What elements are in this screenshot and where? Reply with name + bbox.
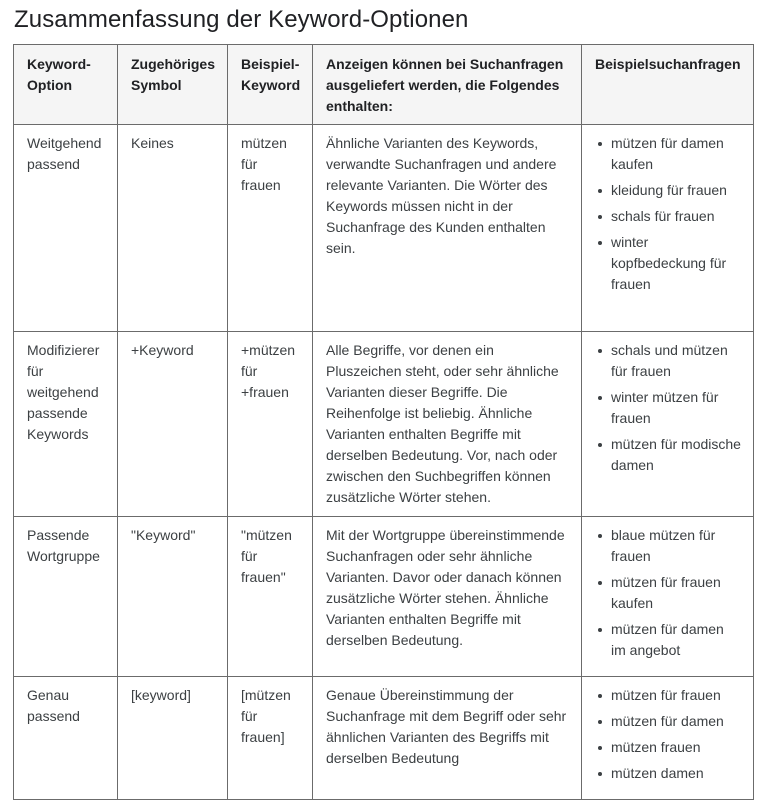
page-title: Zusammenfassung der Keyword-Optionen [14,6,469,33]
examples-cell [582,677,754,800]
symbol-cell: Keines [118,125,228,332]
example-list [595,133,741,295]
examples-cell [582,125,754,332]
header-example-queries: Beispielsuchanfragen [582,45,754,125]
keyword-cell: [mützen für frauen] [228,677,313,800]
symbol-cell: [keyword] [118,677,228,800]
description-cell: Alle Begriffe, vor denen ein Pluszeichen steht, oder sehr ähnliche Varianten dieser Begriffe. Die Reihenfolge ist beliebig. Ähnliche Varianten enthalten Begriffe mit derselben Bedeutung. Vor, nach oder zwischen den Suchbegriffen können zusätzliche Wörter stehen. [313,332,582,517]
list-item: mützen für damen [611,711,741,732]
list-item: mützen für frauen kaufen [611,572,741,614]
list-item: mützen für damen kaufen [611,133,741,175]
table-row [14,517,754,677]
table-row [14,332,754,517]
keyword-cell: "mützen für frauen" [228,517,313,677]
header-matching-description: Anzeigen können bei Suchanfragen ausgeliefert werden, die Folgendes enthalten: [313,45,582,125]
keyword-cell: +mützen für +frauen [228,332,313,517]
table-row [14,125,754,332]
option-cell: Modifizierer für weitgehend passende Keywords [14,332,118,517]
list-item: mützen für damen im angebot [611,619,741,661]
list-item: mützen frauen [611,737,741,758]
keyword-cell: mützen für frauen [228,125,313,332]
symbol-cell: +Keyword [118,332,228,517]
header-keyword-option: Keyword-Option [14,45,118,125]
list-item: mützen für modische damen [611,434,741,476]
list-item: winter kopfbedeckung für frauen [611,232,741,295]
symbol-cell: "Keyword" [118,517,228,677]
list-item: winter mützen für frauen [611,387,741,429]
header-example-keyword: Beispiel-Keyword [228,45,313,125]
list-item: mützen für frauen [611,685,741,706]
table-row [14,677,754,800]
table-header-row [14,45,754,125]
list-item: mützen damen [611,763,741,784]
keyword-options-table [13,44,754,800]
example-list [595,525,741,661]
header-symbol: Zugehöriges Symbol [118,45,228,125]
list-item: schals für frauen [611,206,741,227]
examples-cell [582,332,754,517]
example-list [595,340,741,476]
description-cell: Genaue Übereinstimmung der Suchanfrage mit dem Begriff oder sehr ähnlichen Varianten des Begriffs mit derselben Bedeutung [313,677,582,800]
option-cell: Genau passend [14,677,118,800]
list-item: schals und mützen für frauen [611,340,741,382]
description-cell: Ähnliche Varianten des Keywords, verwandte Suchanfragen und andere relevante Varianten. Die Wörter des Keywords müssen nicht in der Suchanfrage des Kunden enthalten sein. [313,125,582,332]
example-list [595,685,741,784]
option-cell: Weitgehend passend [14,125,118,332]
list-item: blaue mützen für frauen [611,525,741,567]
examples-cell [582,517,754,677]
option-cell: Passende Wortgruppe [14,517,118,677]
list-item: kleidung für frauen [611,180,741,201]
description-cell: Mit der Wortgruppe übereinstimmende Suchanfragen oder sehr ähnliche Varianten. Davor oder danach können zusätzliche Wörter stehen. Ähnliche Varianten enthalten Begriffe mit derselben Bedeutung. [313,517,582,677]
